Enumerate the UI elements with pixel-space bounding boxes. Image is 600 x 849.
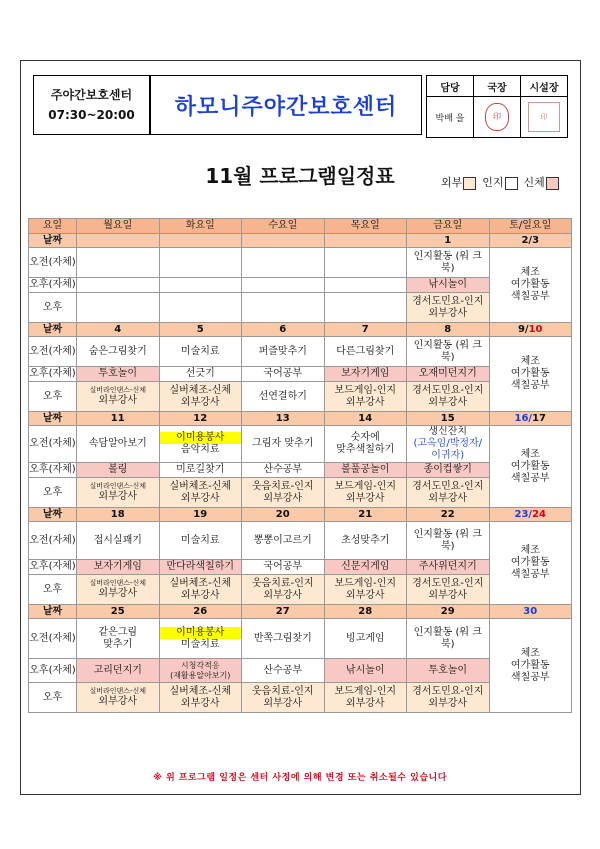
schedule-cell: 고리던지기 (77, 659, 160, 683)
weekend-cell: 체조 여가활동 색칠공부 (489, 522, 572, 605)
schedule-cell (324, 293, 407, 323)
am-row (29, 248, 572, 278)
date-row (29, 605, 572, 619)
schedule-cell: 실버체조-신체 외부강사 (159, 478, 242, 508)
schedule-cell: 6 (242, 323, 325, 337)
schedule-cell: 오후 (29, 382, 77, 412)
schedule-cell: 8 (407, 323, 490, 337)
schedule-cell: 경서도민요-인지 외부강사 (407, 575, 490, 605)
schedule-cell: 오전(자체) (29, 426, 77, 463)
legend-outing: 외부 (441, 174, 476, 190)
schedule-cell: 21 (324, 508, 407, 522)
schedule-cell: 퍼즐맞추기 (242, 337, 325, 367)
schedule-cell: 숫자에 맞추색칠하기 (324, 426, 407, 463)
schedule-cell: 실버체조-신체 외부강사 (159, 382, 242, 412)
schedule-cell (324, 278, 407, 293)
schedule-cell: 13 (242, 412, 325, 426)
approval-manager-sign (427, 97, 474, 138)
schedule-cell: 날짜 (29, 234, 77, 248)
schedule-cell: 27 (242, 605, 325, 619)
am-row (29, 522, 572, 560)
schedule-cell: 주사위던지기 (407, 560, 490, 575)
schedule-cell (242, 278, 325, 293)
schedule-cell: 인지활동 (워 크 북) (407, 337, 490, 367)
schedule-cell: 22 (407, 508, 490, 522)
legend-cognitive: 인지 (482, 174, 517, 190)
schedule-cell: 인지활동 (워 크 북) (407, 248, 490, 278)
date-row (29, 508, 572, 522)
schedule-cell: 실버체조-신체 외부강사 (159, 575, 242, 605)
schedule-cell: 1 (407, 234, 490, 248)
schedule-cell: 미술치료 (159, 522, 242, 560)
schedule-cell: 다른그림찾기 (324, 337, 407, 367)
schedule-cell: 날짜 (29, 323, 77, 337)
col-header: 금요일 (407, 219, 490, 234)
schedule-cell: 미술치료 (159, 337, 242, 367)
schedule-cell: 미로길찾기 (159, 463, 242, 478)
schedule-cell (77, 234, 160, 248)
schedule-cell: 이미용봉사 미술치료 (159, 619, 242, 659)
schedule-cell: 투호놀이 (77, 367, 160, 382)
approval-header-manager: 담당 (427, 76, 474, 97)
col-header: 화요일 (159, 219, 242, 234)
schedule-cell: 선긋기 (159, 367, 242, 382)
schedule-cell (242, 234, 325, 248)
schedule-cell: 투호놀이 (407, 659, 490, 683)
schedule-cell: 인지활동 (워 크 북) (407, 522, 490, 560)
weekend-cell: 체조 여가활동 색칠공부 (489, 248, 572, 323)
schedule-cell: 보드게임-인지 외부강사 (324, 575, 407, 605)
schedule-cell: 실버체조-신체 외부강사 (159, 683, 242, 713)
schedule-cell (242, 293, 325, 323)
schedule-cell: 종이컵쌓기 (407, 463, 490, 478)
schedule-cell: 30 (489, 605, 572, 619)
schedule-cell: 만다라색칠하기 (159, 560, 242, 575)
schedule-cell: 26 (159, 605, 242, 619)
schedule-cell: 오후(자체) (29, 463, 77, 478)
schedule-cell: 오후(자체) (29, 278, 77, 293)
date-row (29, 234, 572, 248)
schedule-cell (159, 293, 242, 323)
title-box (150, 75, 422, 135)
head-seal-icon: 印 (528, 102, 560, 132)
schedule-cell: 실버라인댄스-신체 외부강사 (77, 683, 160, 713)
schedule-cell: 같은그림 맞추기 (77, 619, 160, 659)
schedule-cell: 시청각적응 (재활용알아보기) (159, 659, 242, 683)
am-row (29, 426, 572, 463)
schedule-cell: 4 (77, 323, 160, 337)
legend-physical: 신체 (524, 174, 559, 190)
schedule-cell: 오전(자체) (29, 248, 77, 278)
col-header: 토/일요일 (489, 219, 572, 234)
approval-header-director: 국장 (474, 76, 521, 97)
schedule-cell: 경서도민요-인지 외부강사 (407, 382, 490, 412)
weekend-cell: 체조 여가활동 색칠공부 (489, 337, 572, 412)
schedule-cell: 11 (77, 412, 160, 426)
schedule-cell: 날짜 (29, 605, 77, 619)
date-row (29, 323, 572, 337)
col-header: 월요일 (77, 219, 160, 234)
schedule-cell: 그림자 맞추기 (242, 426, 325, 463)
schedule-cell: 경서도민요-인지 외부강사 (407, 683, 490, 713)
schedule-cell: 웃음치료-인지 외부강사 (242, 575, 325, 605)
approval-header-head: 시설장 (521, 76, 568, 97)
schedule-cell: 16/17 (489, 412, 572, 426)
header (33, 75, 150, 135)
schedule-cell: 실버라인댄스-신체 외부강사 (77, 478, 160, 508)
schedule-cell: 반쪽그림찾기 (242, 619, 325, 659)
schedule-cell: 뽕뽕이고르기 (242, 522, 325, 560)
schedule-cell (77, 293, 160, 323)
schedule-cell: 인지활동 (워 크 북) (407, 619, 490, 659)
schedule-cell: 이미용봉사 음악치료 (159, 426, 242, 463)
schedule-cell: 25 (77, 605, 160, 619)
schedule-cell: 23/24 (489, 508, 572, 522)
schedule-cell: 보자기게임 (324, 367, 407, 382)
schedule-cell: 29 (407, 605, 490, 619)
schedule-cell: 보드게임-인지 외부강사 (324, 683, 407, 713)
schedule-cell: 경서도민요-인지 외부강사 (407, 478, 490, 508)
notice-text: ※ 위 프로그램 일정은 센터 사정에 의해 변경 또는 취소될수 있습니다 (153, 773, 447, 783)
schedule-cell (159, 248, 242, 278)
schedule-cell: 오후 (29, 478, 77, 508)
schedule-cell: 14 (324, 412, 407, 426)
schedule-cell (77, 278, 160, 293)
schedule-cell: 20 (242, 508, 325, 522)
schedule-cell: 초성맞추기 (324, 522, 407, 560)
schedule-cell: 실버라인댄스-신체 외부강사 (77, 575, 160, 605)
schedule-cell: 생신잔치 (고옥임/박정자/ 이귀자) (407, 426, 490, 463)
col-header: 목요일 (324, 219, 407, 234)
schedule-cell: 낚시놀이 (407, 278, 490, 293)
approval-table (426, 75, 568, 138)
schedule-cell: 12 (159, 412, 242, 426)
manager-signature: 박배 을 (435, 113, 465, 124)
schedule-cell: 경서도민요-인지 외부강사 (407, 293, 490, 323)
schedule-cell (324, 234, 407, 248)
director-seal-icon: 印 (485, 103, 509, 131)
schedule-cell: 웃음치료-인지 외부강사 (242, 478, 325, 508)
schedule-cell: 신문지게임 (324, 560, 407, 575)
schedule-cell: 낚시놀이 (324, 659, 407, 683)
center-title: 하모니주야간보호센터 (174, 94, 398, 120)
schedule-cell: 2/3 (489, 234, 572, 248)
schedule-cell: 볼풀공놀이 (324, 463, 407, 478)
schedule-cell: 날짜 (29, 508, 77, 522)
schedule-cell: 오후(자체) (29, 560, 77, 575)
schedule-cell: 오후 (29, 293, 77, 323)
am-row (29, 619, 572, 659)
schedule-cell: 날짜 (29, 412, 77, 426)
schedule-cell: 오전(자체) (29, 337, 77, 367)
operating-hours: 07:30~20:00 (48, 108, 135, 122)
schedule-cell: 오재미던지기 (407, 367, 490, 382)
center-info-box (33, 75, 150, 135)
schedule-cell: 속담알아보기 (77, 426, 160, 463)
col-header: 수요일 (242, 219, 325, 234)
schedule-cell (77, 248, 160, 278)
weekday-header-row (29, 219, 572, 234)
weekend-cell: 체조 여가활동 색칠공부 (489, 619, 572, 713)
schedule-cell: 보드게임-인지 외부강사 (324, 382, 407, 412)
schedule-cell (242, 248, 325, 278)
legend (441, 174, 559, 190)
schedule-cell: 오전(자체) (29, 522, 77, 560)
schedule-cell: 보자기게임 (77, 560, 160, 575)
page-title: 11월 프로그램일정표 (205, 164, 395, 188)
approval-head-sign (521, 97, 568, 138)
schedule-cell: 7 (324, 323, 407, 337)
schedule-cell: 오전(자체) (29, 619, 77, 659)
schedule-cell: 9/10 (489, 323, 572, 337)
schedule-cell: 오후(자체) (29, 367, 77, 382)
schedule-cell: 18 (77, 508, 160, 522)
schedule-cell (159, 234, 242, 248)
approval-director-sign (474, 97, 521, 138)
schedule-cell: 빙고게임 (324, 619, 407, 659)
schedule-table (28, 218, 572, 713)
schedule-cell: 국어공부 (242, 367, 325, 382)
schedule-cell: 선연결하기 (242, 382, 325, 412)
col-header: 요일 (29, 219, 77, 234)
schedule-cell: 숨은그림찾기 (77, 337, 160, 367)
schedule-cell: 접시실꽤기 (77, 522, 160, 560)
schedule-cell: 웃음치료-인지 외부강사 (242, 683, 325, 713)
schedule-cell: 산수공부 (242, 463, 325, 478)
center-name: 주야간보호센터 (50, 88, 133, 102)
schedule-cell: 19 (159, 508, 242, 522)
weekend-cell: 체조 여가활동 색칠공부 (489, 426, 572, 508)
schedule-cell (159, 278, 242, 293)
schedule-cell: 보드게임-인지 외부강사 (324, 478, 407, 508)
schedule-cell: 국어공부 (242, 560, 325, 575)
schedule-cell: 오후(자체) (29, 659, 77, 683)
date-row (29, 412, 572, 426)
schedule-cell: 28 (324, 605, 407, 619)
schedule-cell (324, 248, 407, 278)
schedule-cell: 볼링 (77, 463, 160, 478)
schedule-cell: 산수공부 (242, 659, 325, 683)
schedule-cell: 오후 (29, 683, 77, 713)
schedule-cell: 5 (159, 323, 242, 337)
schedule-cell: 오후 (29, 575, 77, 605)
schedule-cell: 실버라인댄스-신체 외부강사 (77, 382, 160, 412)
schedule-cell: 15 (407, 412, 490, 426)
am-row (29, 337, 572, 367)
